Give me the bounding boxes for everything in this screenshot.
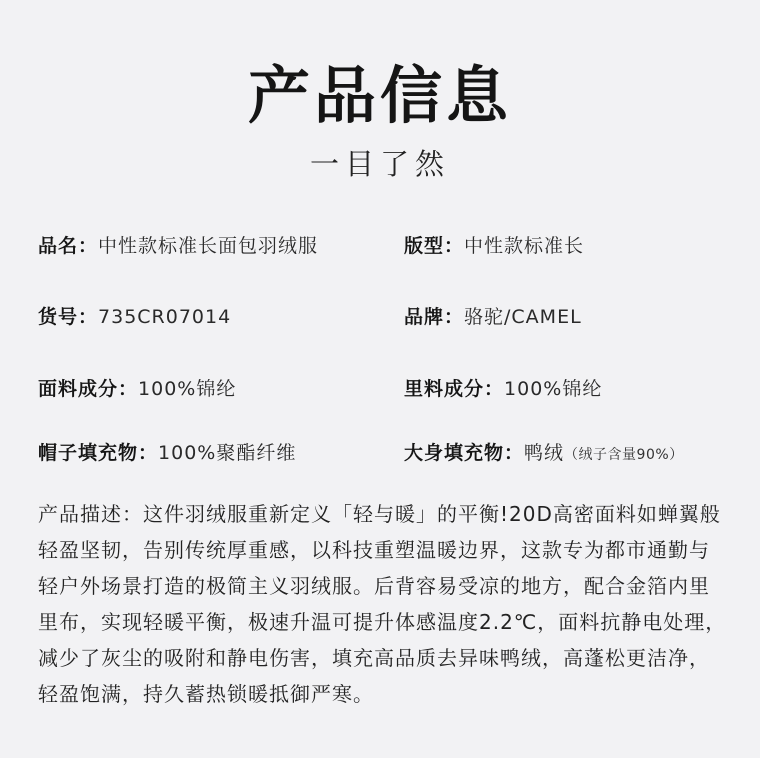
- spec-label: 帽子填充物：: [38, 442, 159, 464]
- spec-value: 中性款标准长面包羽绒服: [98, 235, 319, 257]
- description-text: 这件羽绒服重新定义「轻与暖」的平衡!20D高密面料如蝉翼般轻盈坚韧，告别传统厚重感，以科技重塑温暖边界，这款专为都市通勤与轻户外场景打造的极简主义羽绒服。后背容易受凉的地方，配合金箔内里里布，实现轻暖平衡，极速升温可提升体感温度2.2℃，面料抗静电处理，减少了灰尘的吸附和静电伤害，填充高品质去异味鸭绒，高蓬松更洁净，轻盈饱满，持久蓄热锁暖抵御严寒。: [38, 502, 727, 706]
- page-subtitle: 一目了然: [309, 147, 450, 181]
- spec-value: 中性款标准长: [464, 235, 585, 257]
- product-description: [38, 496, 728, 712]
- spec-lining: [404, 374, 602, 404]
- spec-value: 100%锦纶: [138, 378, 237, 400]
- spec-label: 品牌：: [404, 306, 465, 328]
- spec-hood-fill: [38, 438, 296, 468]
- spec-fit: [404, 231, 584, 261]
- spec-fabric: [38, 374, 236, 404]
- spec-note: （绒子含量90%）: [564, 447, 684, 463]
- spec-value: 100%聚酯纤维: [158, 442, 297, 464]
- description-label: 产品描述：: [38, 502, 143, 526]
- spec-label: 品名：: [38, 235, 99, 257]
- spec-product-name: [38, 231, 318, 261]
- spec-body-fill: [404, 438, 684, 470]
- spec-value: 鸭绒: [524, 442, 565, 464]
- page-title: 产品信息: [247, 59, 512, 132]
- spec-value: 735CR07014: [98, 306, 232, 328]
- spec-label: 大身填充物：: [404, 442, 525, 464]
- spec-label: 里料成分：: [404, 378, 505, 400]
- spec-brand: [404, 302, 582, 332]
- spec-item-no: [38, 302, 231, 332]
- spec-label: 版型：: [404, 235, 465, 257]
- spec-value: 骆驼/CAMEL: [464, 306, 582, 328]
- spec-label: 面料成分：: [38, 378, 139, 400]
- spec-label: 货号：: [38, 306, 99, 328]
- spec-value: 100%锦纶: [504, 378, 603, 400]
